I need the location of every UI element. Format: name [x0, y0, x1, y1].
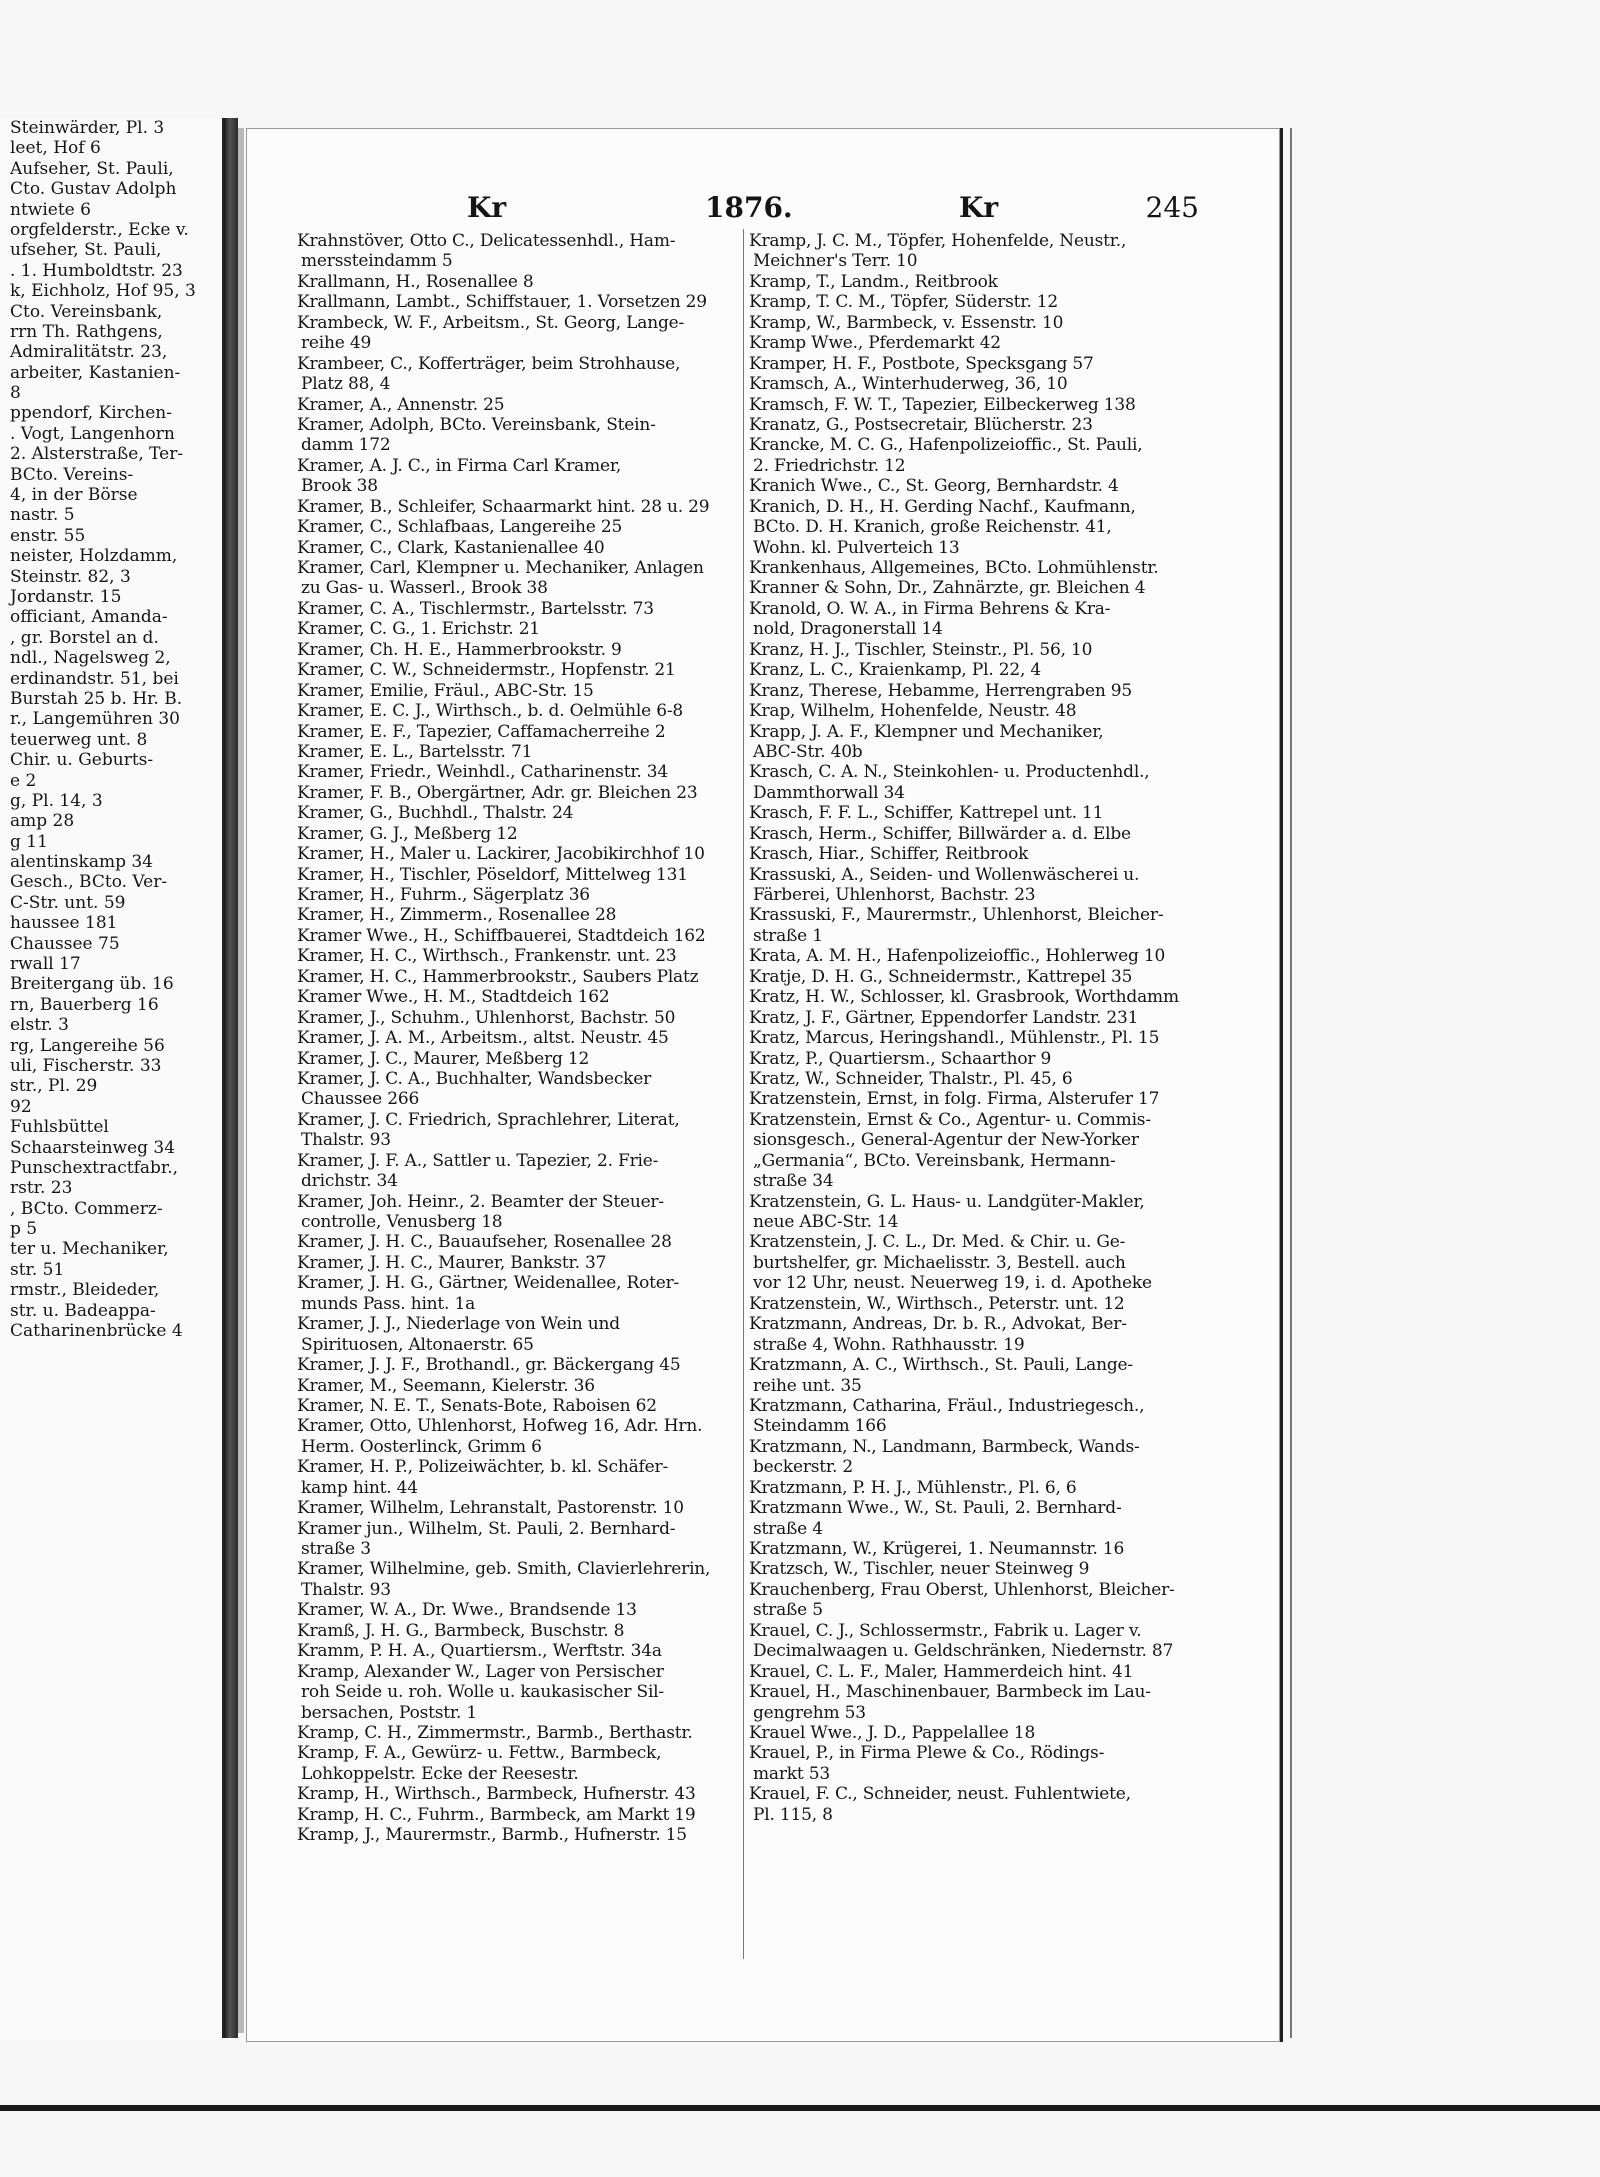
directory-entry-line: Kranz, Therese, Hebamme, Herrengraben 95 [749, 680, 1133, 701]
directory-entry-line: Kramer, C. A., Tischlermstr., Bartelsstr. 73 [297, 598, 654, 619]
directory-entry-line: erdinandstr. 51, bei [10, 668, 179, 689]
directory-entry-line: 8 [10, 383, 21, 404]
directory-entry-line: munds Pass. hint. 1a [301, 1293, 476, 1314]
directory-entry-line: orgfelderstr., Ecke v. [10, 219, 189, 240]
directory-entry-line: ppendorf, Kirchen- [10, 403, 172, 424]
directory-entry-line: ufseher, St. Pauli, [10, 240, 162, 261]
book-spine [224, 118, 238, 2038]
directory-entry-line: rrn Th. Rathgens, [10, 321, 163, 342]
directory-entry-line: Krasch, Herm., Schiffer, Billwärder a. d. Elbe [749, 823, 1131, 844]
directory-entry-line: merssteindamm 5 [301, 251, 453, 272]
directory-entry-line: Kramer, J. C. A., Buchhalter, Wandsbecker [297, 1068, 652, 1089]
directory-entry-line: straße 3 [301, 1539, 371, 1559]
directory-entry-line: Kratzenstein, Ernst & Co., Agentur- u. Commis- [749, 1109, 1151, 1130]
directory-entry-line: Kramer jun., Wilhelm, St. Pauli, 2. Bernhard- [297, 1518, 676, 1539]
directory-entry-line: Kramer, J. C., Maurer, Meßberg 12 [297, 1048, 590, 1069]
directory-entry-line: Kramer, H., Tischler, Pöseldorf, Mittelweg 131 [297, 864, 688, 885]
directory-entry-line: burtshelfer, gr. Michaelisstr. 3, Bestell. auch [753, 1252, 1126, 1273]
directory-entry-line: leet, Hof 6 [10, 138, 101, 159]
directory-entry-line: Kramer, J., Schuhm., Uhlenhorst, Bachstr. 50 [297, 1007, 676, 1028]
directory-entry-line: . 1. Humboldtstr. 23 [10, 260, 183, 281]
directory-entry-line: Thalstr. 93 [301, 1130, 391, 1151]
directory-entry-line: Kramer, Otto, Uhlenhorst, Hofweg 16, Adr. Hrn. [297, 1416, 703, 1437]
directory-entry-line: Kramp, F. A., Gewürz- u. Fettw., Barmbeck, [297, 1743, 662, 1764]
directory-entry-line: Kratzsch, W., Tischler, neuer Steinweg 9 [749, 1559, 1090, 1580]
directory-entry-line: Kratzenstein, J. C. L., Dr. Med. & Chir. u. Ge- [749, 1232, 1126, 1253]
directory-entry-line: Kratzmann, Catharina, Fräul., Industriegesch., [749, 1395, 1145, 1416]
directory-entry-line: ndl., Nagelsweg 2, [10, 648, 171, 669]
directory-entry-line: Kramp, Alexander W., Lager von Persischer [297, 1661, 664, 1682]
directory-entry-line: BCto. D. H. Kranich, große Reichenstr. 41, [753, 517, 1112, 538]
directory-entry-line: Kratzmann, W., Krügerei, 1. Neumannstr. 16 [749, 1539, 1125, 1559]
directory-entry-line: Krallmann, Lambt., Schiffstauer, 1. Vorsetzen 29 [297, 292, 707, 313]
directory-entry-line: Kratz, H. W., Schlosser, kl. Grasbrook, Worthdamm [749, 987, 1179, 1008]
directory-entry-line: markt 53 [753, 1763, 830, 1784]
directory-entry-line: Kramer, W. A., Dr. Wwe., Brandsende 13 [297, 1600, 637, 1621]
directory-entry-line: Krasch, C. A. N., Steinkohlen- u. Productenhdl., [749, 762, 1150, 783]
directory-entry-line: Kramer, E. C. J., Wirthsch., b. d. Oelmühle 6-8 [297, 701, 683, 722]
directory-entry-line: Kramer Wwe., H., Schiffbauerei, Stadtdeich 162 [297, 925, 706, 946]
directory-entry-line: Kramer, C., Clark, Kastanienallee 40 [297, 537, 605, 558]
directory-entry-line: rg, Langereihe 56 [10, 1035, 165, 1056]
directory-entry-line: Kramp, H., Wirthsch., Barmbeck, Hufnerstr. 43 [297, 1784, 696, 1805]
directory-entry-line: 92 [10, 1096, 32, 1117]
directory-entry-line: Kramer, Friedr., Weinhdl., Catharinenstr. 34 [297, 762, 669, 783]
directory-entry-line: BCto. Vereins- [10, 464, 134, 485]
directory-entry-line: alentinskamp 34 [10, 852, 153, 873]
directory-entry-line: amp 28 [10, 811, 75, 832]
directory-entry-line: Kramm, P. H. A., Quartiersm., Werftstr. 34a [297, 1641, 662, 1662]
directory-entry-line: Kratzmann, Andreas, Dr. b. R., Advokat, Ber- [749, 1314, 1127, 1335]
directory-entry-line: , BCto. Commerz- [10, 1198, 163, 1219]
directory-entry-line: Krassuski, F., Maurermstr., Uhlenhorst, Bleicher- [749, 905, 1164, 926]
directory-entry-line: Steindamm 166 [753, 1416, 887, 1437]
header-letters-right: Kr [959, 191, 999, 224]
directory-entry-line: Krauchenberg, Frau Oberst, Uhlenhorst, Bleicher- [749, 1579, 1175, 1600]
directory-entry-line: Kranz, L. C., Kraienkamp, Pl. 22, 4 [749, 660, 1041, 681]
directory-entry-line: Kramer, Adolph, BCto. Vereinsbank, Stein- [297, 414, 656, 435]
directory-entry-line: straße 5 [753, 1600, 823, 1621]
directory-entry-line: Kranich, D. H., H. Gerding Nachf., Kaufmann, [749, 496, 1136, 517]
directory-entry-line: str., Pl. 29 [10, 1076, 98, 1097]
directory-entry-line: , gr. Borstel an d. [10, 627, 159, 648]
directory-entry-line: . Vogt, Langenhorn [10, 423, 175, 444]
directory-entry-line: Krancke, M. C. G., Hafenpolizeioffic., St. Pauli, [749, 435, 1143, 456]
left-column [297, 231, 751, 1846]
directory-entry-line: Kramp, H. C., Fuhrm., Barmbeck, am Markt 19 [297, 1804, 696, 1825]
page-edge [1290, 128, 1292, 2038]
directory-entry-line: Kramer, C., Schlafbaas, Langereihe 25 [297, 517, 623, 538]
directory-entry-line: Jordanstr. 15 [10, 586, 122, 607]
directory-entry-line: 4, in der Börse [10, 485, 138, 506]
directory-entry-line: Kramer, C. W., Schneidermstr., Hopfenstr. 21 [297, 660, 676, 681]
header-letters-left: Kr [467, 191, 507, 224]
directory-entry-line: ntwiete 6 [10, 199, 91, 220]
directory-entry-line: Kratzenstein, Ernst, in folg. Firma, Alsterufer 17 [749, 1089, 1160, 1110]
directory-entry-line: rmstr., Bleideder, [10, 1280, 160, 1301]
directory-entry-line: Krasch, Hiar., Schiffer, Reitbrook [749, 844, 1029, 865]
directory-entry-line: reihe 49 [301, 333, 372, 354]
directory-entry-line: Kranatz, G., Postsecretair, Blücherstr. 23 [749, 414, 1093, 435]
directory-entry-line: Kramer, J. H. C., Maurer, Bankstr. 37 [297, 1252, 607, 1273]
directory-entry-line: Kramer, N. E. T., Senats-Bote, Raboisen 62 [297, 1395, 657, 1416]
directory-entry-line: Kramß, J. H. G., Barmbeck, Buschstr. 8 [297, 1620, 625, 1641]
directory-entry-line: Kramer, C. G., 1. Erichstr. 21 [297, 619, 540, 640]
directory-entry-line: Kramer, E. F., Tapezier, Caffamacherreihe 2 [297, 721, 666, 742]
directory-entry-line: Krambeer, C., Kofferträger, beim Strohhause, [297, 353, 681, 374]
directory-entry-line: Brook 38 [301, 476, 378, 497]
directory-entry-line: Kratzmann, A. C., Wirthsch., St. Pauli, Lange- [749, 1355, 1133, 1376]
directory-entry-line: damm 172 [301, 435, 391, 456]
directory-entry-line: Kranich Wwe., C., St. Georg, Bernhardstr. 4 [749, 476, 1119, 497]
directory-entry-line: rn, Bauerberg 16 [10, 994, 159, 1015]
directory-entry-line: Kratzmann Wwe., W., St. Pauli, 2. Bernhard- [749, 1498, 1122, 1519]
directory-entry-line: Färberei, Uhlenhorst, Bachstr. 23 [753, 885, 1036, 905]
directory-entry-line: Kramer, F. B., Obergärtner, Adr. gr. Bleichen 23 [297, 782, 698, 803]
directory-entry-line: arbeiter, Kastanien- [10, 362, 181, 383]
directory-entry-line: Chaussee 266 [301, 1089, 420, 1110]
directory-entry-line: Kratz, Marcus, Heringshandl., Mühlenstr., Pl. 15 [749, 1028, 1160, 1049]
directory-entry-line: Cto. Vereinsbank, [10, 301, 163, 322]
directory-entry-line: Krauel, F. C., Schneider, neust. Fuhlentwiete, [749, 1784, 1131, 1805]
directory-entry-line: Dammthorwall 34 [753, 782, 905, 803]
directory-entry-line: C-Str. unt. 59 [10, 892, 126, 913]
directory-entry-line: Krata, A. M. H., Hafenpolizeioffic., Hohlerweg 10 [749, 946, 1166, 967]
directory-entry-line: Lohkoppelstr. Ecke der Reesestr. [301, 1763, 579, 1784]
directory-entry-line: Gesch., BCto. Ver- [10, 872, 168, 893]
directory-entry-line: Kramer, M., Seemann, Kielerstr. 36 [297, 1375, 595, 1396]
directory-entry-line: Kramer, Emilie, Fräul., ABC-Str. 15 [297, 680, 594, 701]
directory-entry-line: Kratzmann, N., Landmann, Barmbeck, Wands- [749, 1436, 1140, 1457]
directory-entry-line: Kratz, J. F., Gärtner, Eppendorfer Landstr. 231 [749, 1007, 1139, 1028]
directory-entry-line: r., Langemühren 30 [10, 709, 180, 730]
directory-entry-line: Kramer, Wilhelm, Lehranstalt, Pastorenstr. 10 [297, 1498, 684, 1519]
directory-entry-line: gengrehm 53 [753, 1702, 866, 1723]
directory-entry-line: Kramer, H., Zimmerm., Rosenallee 28 [297, 905, 617, 926]
directory-entry-line: Krauel Wwe., J. D., Pappelallee 18 [749, 1722, 1036, 1743]
directory-entry-line: nastr. 5 [10, 505, 75, 526]
directory-entry-line: Kramp, T., Landm., Reitbrook [749, 271, 998, 292]
directory-entry-line: Krallmann, H., Rosenallee 8 [297, 271, 534, 292]
directory-entry-line: Schaarsteinweg 34 [10, 1137, 176, 1158]
directory-entry-line: g 11 [10, 831, 48, 852]
directory-entry-line: Wohn. kl. Pulverteich 13 [753, 537, 960, 558]
directory-entry-line: Steinstr. 82, 3 [10, 566, 131, 587]
directory-entry-line: Kratje, D. H. G., Schneidermstr., Kattrepel 35 [749, 966, 1133, 987]
directory-entry-line: straße 4 [753, 1518, 823, 1539]
directory-entry-line: uli, Fischerstr. 33 [10, 1055, 162, 1076]
directory-entry-line: Kramer, G. J., Meßberg 12 [297, 823, 518, 844]
directory-entry-line: sionsgesch., General-Agentur der New-Yorker [753, 1130, 1139, 1151]
directory-entry-line: g, Pl. 14, 3 [10, 790, 103, 811]
directory-entry-line: Kramer, Carl, Klempner u. Mechaniker, Anlagen [297, 558, 704, 578]
directory-entry-line: Kranz, H. J., Tischler, Steinstr., Pl. 56, 10 [749, 639, 1093, 660]
directory-entry-line: Kramer Wwe., H. M., Stadtdeich 162 [297, 987, 610, 1008]
directory-entry-line: Pl. 115, 8 [753, 1804, 833, 1825]
directory-entry-line: Kramer, A., Annenstr. 25 [297, 394, 505, 415]
directory-entry-line: vor 12 Uhr, neust. Neuerweg 19, i. d. Apotheke [753, 1273, 1152, 1294]
directory-entry-line: enstr. 55 [10, 525, 86, 546]
directory-entry-line: e 2 [10, 770, 37, 791]
directory-entry-line: Burstah 25 b. Hr. B. [10, 688, 183, 709]
directory-entry-line: straße 34 [753, 1171, 834, 1192]
directory-entry-line: Kramer, Ch. H. E., Hammerbrookstr. 9 [297, 639, 622, 660]
directory-entry-line: zu Gas- u. Wasserl., Brook 38 [301, 578, 548, 599]
directory-entry-line: straße 4, Wohn. Rathhausstr. 19 [753, 1334, 1025, 1355]
directory-entry-line: Krauel, C. J., Schlossermstr., Fabrik u. Lager v. [749, 1620, 1142, 1641]
page-number: 245 [1145, 191, 1199, 224]
directory-entry-line: Kramp, C. H., Zimmermstr., Barmb., Berthastr. [297, 1722, 693, 1743]
directory-entry-line: Decimalwaagen u. Geldschränken, Niedernstr. 87 [753, 1641, 1174, 1662]
directory-entry-line: Krauel, C. L. F., Maler, Hammerdeich hint. 41 [749, 1661, 1134, 1682]
column-divider [743, 229, 744, 1959]
directory-entry-line: Herm. Oosterlinck, Grimm 6 [301, 1436, 542, 1457]
directory-page [246, 128, 1280, 2042]
directory-entry-line: Kramer, A. J. C., in Firma Carl Kramer, [297, 455, 622, 476]
header-year: 1876. [705, 191, 793, 224]
page-gutter [238, 128, 244, 2033]
directory-entry-line: teuerweg unt. 8 [10, 729, 148, 750]
directory-entry-line: Kramp, T. C. M., Töpfer, Süderstr. 12 [749, 292, 1058, 313]
directory-entry-line: Krassuski, A., Seiden- und Wollenwäscherei u. [749, 864, 1140, 885]
directory-entry-line: Chaussee 75 [10, 933, 120, 954]
directory-entry-line: neister, Holzdamm, [10, 546, 178, 567]
directory-entry-line: Kramp, J. C. M., Töpfer, Hohenfelde, Neustr., [749, 231, 1127, 251]
directory-entry-line: Kramer, G., Buchhdl., Thalstr. 24 [297, 803, 574, 824]
directory-entry-line: elstr. 3 [10, 1015, 69, 1036]
directory-entry-line: str. u. Badeappa- [10, 1300, 156, 1321]
directory-entry-line: Kramer, J. A. M., Arbeitsm., altst. Neustr. 45 [297, 1028, 669, 1049]
directory-entry-line: roh Seide u. roh. Wolle u. kaukasischer Sil- [301, 1682, 664, 1703]
directory-entry-line: controlle, Venusberg 18 [301, 1212, 503, 1232]
directory-entry-line: kamp hint. 44 [301, 1477, 418, 1498]
directory-entry-line: Cto. Gustav Adolph [10, 179, 177, 200]
directory-entry-line: Kranner & Sohn, Dr., Zahnärzte, gr. Bleichen 4 [749, 578, 1146, 599]
directory-entry-line: Kramer, J. J., Niederlage von Wein und [297, 1314, 620, 1335]
directory-entry-line: officiant, Amanda- [10, 607, 168, 628]
directory-entry-line: 2. Friedrichstr. 12 [753, 455, 906, 476]
directory-entry-line: Kramp Wwe., Pferdemarkt 42 [749, 333, 1001, 354]
directory-entry-line: Kramer, B., Schleifer, Schaarmarkt hint. 28 u. 29 [297, 496, 710, 517]
directory-entry-line: Kramer, J. C. Friedrich, Sprachlehrer, Literat, [297, 1109, 680, 1130]
directory-entry-line: Kramer, H., Fuhrm., Sägerplatz 36 [297, 885, 590, 905]
directory-entry-line: Kratz, W., Schneider, Thalstr., Pl. 45, 6 [749, 1068, 1073, 1089]
page-header [247, 191, 1279, 223]
directory-entry-line: Krasch, F. F. L., Schiffer, Kattrepel unt. 11 [749, 803, 1104, 824]
directory-entry-line: Punschextractfabr., [10, 1157, 178, 1178]
directory-entry-line: Krapp, J. A. F., Klempner und Mechaniker, [749, 721, 1104, 742]
directory-entry-line: bersachen, Poststr. 1 [301, 1702, 477, 1723]
scan-bottom-edge [0, 2105, 1600, 2111]
directory-entry-line: Kramer, H. C., Wirthsch., Frankenstr. unt. 23 [297, 946, 677, 967]
directory-entry-line: neue ABC-Str. 14 [753, 1212, 899, 1232]
directory-entry-line: Kramer, J. H. C., Bauaufseher, Rosenallee 28 [297, 1232, 672, 1253]
directory-entry-line: Kramper, H. F., Postbote, Specksgang 57 [749, 353, 1094, 374]
directory-entry-line: Kramer, H. C., Hammerbrookstr., Saubers Platz [297, 966, 699, 987]
directory-entry-line: Kratz, P., Quartiersm., Schaarthor 9 [749, 1048, 1052, 1069]
directory-entry-line: ABC-Str. 40b [753, 741, 863, 762]
directory-entry-line: Kramp, W., Barmbeck, v. Essenstr. 10 [749, 312, 1064, 333]
directory-entry-line: Kramsch, A., Winterhuderweg, 36, 10 [749, 374, 1068, 395]
directory-entry-line: Catharinenbrücke 4 [10, 1321, 183, 1342]
directory-entry-line: Krap, Wilhelm, Hohenfelde, Neustr. 48 [749, 701, 1077, 722]
directory-entry-line: rwall 17 [10, 954, 81, 975]
directory-entry-line: Chir. u. Geburts- [10, 750, 154, 771]
directory-entry-line: Spirituosen, Altonaerstr. 65 [301, 1334, 534, 1355]
directory-entry-line: haussee 181 [10, 913, 118, 934]
directory-entry-line: Fuhlsbüttel [10, 1117, 109, 1138]
directory-entry-line: Admiralitätstr. 23, [10, 342, 168, 363]
directory-entry-line: Thalstr. 93 [301, 1579, 391, 1600]
directory-entry-line: reihe unt. 35 [753, 1375, 862, 1396]
directory-entry-line: str. 51 [10, 1259, 65, 1280]
directory-entry-line: Kramer, Joh. Heinr., 2. Beamter der Steuer- [297, 1191, 664, 1212]
facing-page-fragment [0, 118, 224, 2038]
directory-entry-line: nold, Dragonerstall 14 [753, 619, 943, 640]
directory-entry-line: Krauel, P., in Firma Plewe & Co., Rödings- [749, 1743, 1105, 1764]
directory-entry-line: Steinwärder, Pl. 3 [10, 118, 165, 138]
directory-entry-line: ter u. Mechaniker, [10, 1239, 169, 1260]
right-column [749, 231, 1203, 1825]
directory-entry-line: Kramp, J., Maurermstr., Barmb., Hufnerstr. 15 [297, 1825, 687, 1846]
directory-entry-line: Kramsch, F. W. T., Tapezier, Eilbeckerweg 138 [749, 394, 1136, 415]
directory-entry-line: Kramer, E. L., Bartelsstr. 71 [297, 741, 533, 762]
directory-entry-line: Krauel, H., Maschinenbauer, Barmbeck im Lau- [749, 1682, 1151, 1703]
directory-entry-line: straße 1 [753, 925, 823, 946]
directory-entry-line: k, Eichholz, Hof 95, 3 [10, 281, 196, 302]
directory-entry-line: Krankenhaus, Allgemeines, BCto. Lohmühlenstr. [749, 558, 1159, 578]
directory-entry-line: drichstr. 34 [301, 1171, 398, 1192]
directory-entry-line: Meichner's Terr. 10 [753, 251, 918, 272]
directory-entry-line: Kramer, Wilhelmine, geb. Smith, Clavierlehrerin, [297, 1559, 711, 1580]
directory-entry-line: Breitergang üb. 16 [10, 974, 174, 995]
directory-entry-line: Kramer, H. P., Polizeiwächter, b. kl. Schäfer- [297, 1457, 668, 1478]
directory-entry-line: Krahnstöver, Otto C., Delicatessenhdl., Ham- [297, 231, 676, 251]
directory-entry-line: „Germania“, BCto. Vereinsbank, Hermann- [753, 1150, 1116, 1171]
directory-entry-line: Kratzenstein, W., Wirthsch., Peterstr. unt. 12 [749, 1293, 1125, 1314]
directory-entry-line: Platz 88, 4 [301, 374, 391, 395]
directory-entry-line: Kramer, J. J. F., Brothandl., gr. Bäckergang 45 [297, 1355, 681, 1376]
directory-entry-line: Kranold, O. W. A., in Firma Behrens & Kra- [749, 598, 1111, 619]
directory-entry-line: Kratzenstein, G. L. Haus- u. Landgüter-Makler, [749, 1191, 1145, 1212]
directory-entry-line: Kramer, H., Maler u. Lackirer, Jacobikirchhof 10 [297, 844, 705, 865]
directory-entry-line: p 5 [10, 1219, 38, 1240]
directory-entry-line: Kramer, J. H. G., Gärtner, Weidenallee, Roter- [297, 1273, 680, 1294]
directory-entry-line: Krambeck, W. F., Arbeitsm., St. Georg, Lange- [297, 312, 685, 333]
directory-entry-line: 2. Alsterstraße, Ter- [10, 444, 184, 465]
directory-entry-line: Kratzmann, P. H. J., Mühlenstr., Pl. 6, 6 [749, 1477, 1077, 1498]
directory-entry-line: Kramer, J. F. A., Sattler u. Tapezier, 2. Frie- [297, 1150, 659, 1171]
directory-entry-line: beckerstr. 2 [753, 1457, 853, 1478]
directory-entry-line: rstr. 23 [10, 1178, 73, 1199]
directory-entry-line: Aufseher, St. Pauli, [10, 158, 174, 179]
